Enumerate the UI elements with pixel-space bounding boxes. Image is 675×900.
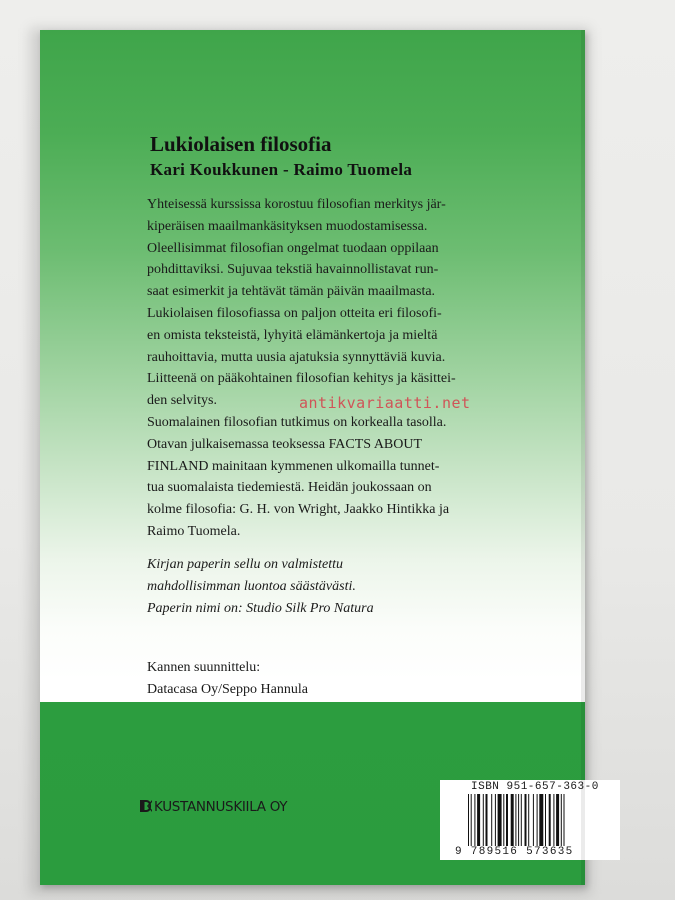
- book-authors: Kari Koukkunen - Raimo Tuomela: [150, 160, 413, 179]
- description-line: Lukiolaisen filosofiassa on paljon otteita eri filosofi-: [147, 305, 442, 321]
- paper-note-line: mahdollisimman luontoa säästävästi.: [147, 578, 356, 594]
- barcode-icon: [468, 794, 592, 846]
- paper-note-line: Paperin nimi on: Studio Silk Pro Natura: [147, 600, 374, 616]
- description-line: Liitteenä on pääkohtainen filosofian kehitys ja käsittei-: [147, 371, 456, 387]
- description-line: Raimo Tuomela.: [147, 523, 241, 539]
- description-text: [147, 194, 456, 543]
- book-title: Lukiolaisen filosofia: [150, 132, 332, 156]
- description-line: en omista teksteistä, lyhyitä elämänkertoja ja mieltä: [147, 327, 438, 343]
- description-line: pohdittaviksi. Sujuvaa tekstiä havainnollistavat run-: [147, 262, 439, 278]
- ean-number: 9 789516 573635: [455, 846, 574, 858]
- description-line: Oleellisimmat filosofian ongelmat tuodaan oppilaan: [147, 240, 439, 256]
- description-line: Otavan julkaisemassa teoksessa FACTS ABOUT: [147, 436, 423, 452]
- barcode-area: [440, 780, 620, 860]
- description-line: rauhoittavia, mutta uusia ajatuksia synnyttäviä kuvia.: [147, 349, 446, 365]
- paper-note-line: Kirjan paperin sellu on valmistettu: [147, 557, 343, 572]
- description-line: FINLAND mainitaan kymmenen ulkomailla tunnet-: [147, 458, 440, 474]
- publisher-logo-icon: [140, 800, 152, 812]
- description-line: tua suomalaista tiedemiestä. Heidän joukossaan on: [147, 480, 432, 496]
- description-line: Suomalainen filosofian tutkimus on korkealla tasolla.: [147, 414, 447, 430]
- design-credit-line: Datacasa Oy/Seppo Hannula: [147, 681, 308, 697]
- cover-design-credit: [147, 657, 308, 701]
- publisher-label: KUSTANNUSKIILA OY: [154, 799, 288, 815]
- description-line: kiperäisen maailmankäsityksen muodostamisessa.: [147, 218, 428, 234]
- description-line: kolme filosofia: G. H. von Wright, Jaakko Hintikka ja: [147, 502, 450, 518]
- design-credit-line: Kannen suunnittelu:: [147, 660, 261, 675]
- book-back-cover: [40, 30, 599, 885]
- publisher-name: [140, 799, 287, 815]
- paper-note: [147, 554, 374, 619]
- description-line: Yhteisessä kurssissa korostuu filosofian merkitys jär-: [147, 197, 446, 212]
- watermark-text: antikvariaatti.net: [299, 394, 471, 412]
- description-line: den selvitys.: [147, 393, 217, 409]
- isbn-number: ISBN 951-657-363-0: [471, 781, 599, 793]
- description-line: saat esimerkit ja tehtävät tämän päivän maailmasta.: [147, 284, 436, 300]
